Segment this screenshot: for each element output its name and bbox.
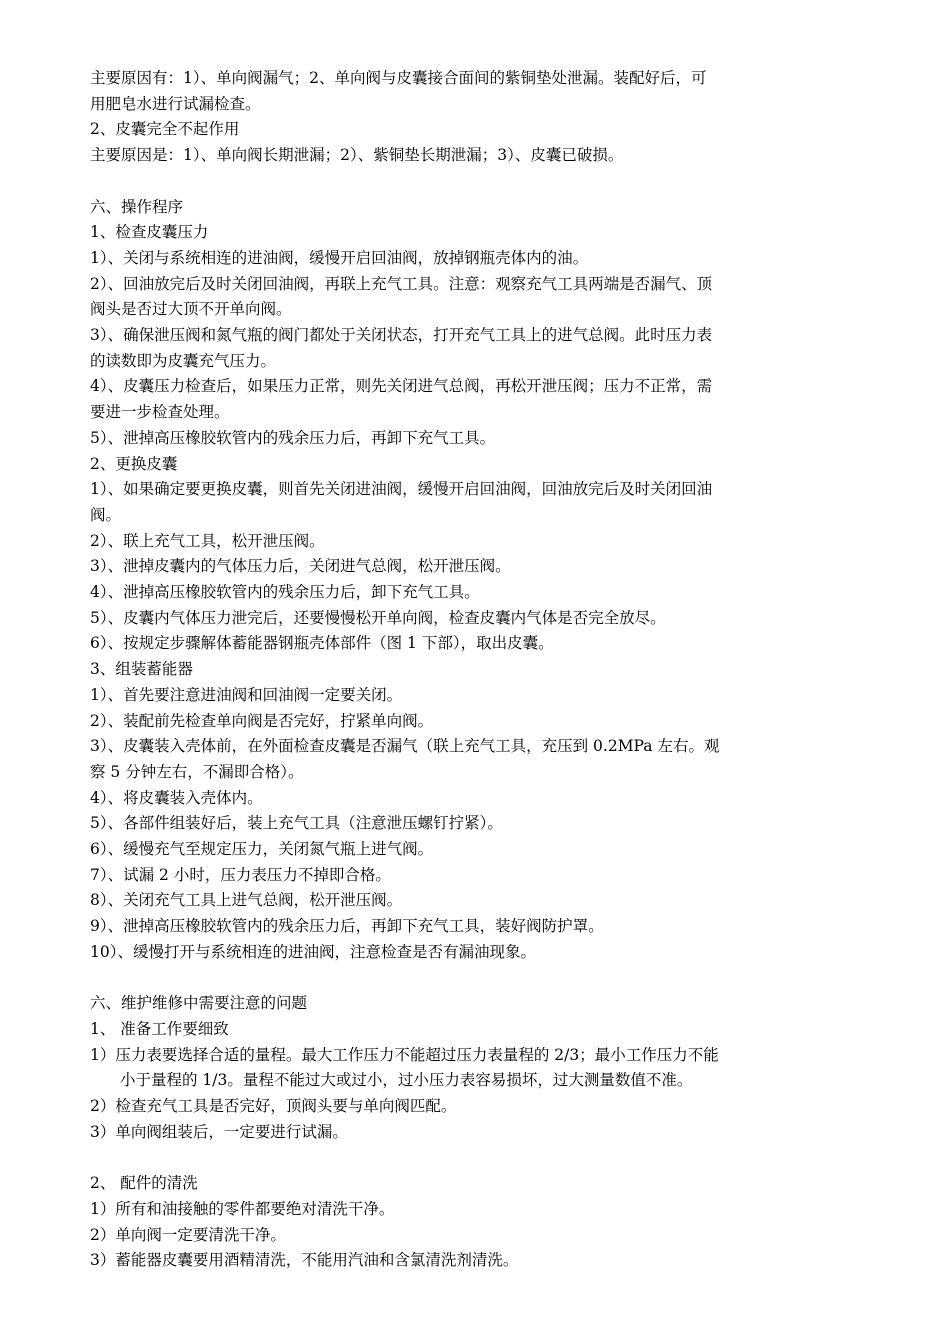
text-line-l35: 六、维护维修中需要注意的问题 bbox=[90, 994, 308, 1013]
text-line-l16: 1）、如果确定要更换皮囊，则首先关闭进油阀，缓慢开启回油阀，回油放完后及时关闭回油 bbox=[90, 480, 713, 499]
text-line-l2: 用肥皂水进行试漏检查。 bbox=[90, 94, 261, 113]
text-line-l6: 1、检查皮囊压力 bbox=[90, 223, 209, 242]
text-line-l7: 1）、关闭与系统相连的进油阀，缓慢开启回油阀，放掉钢瓶壳体内的油。 bbox=[90, 248, 589, 267]
text-line-l33: 9）、泄掉高压橡胶软管内的残余压力后，再卸下充气工具，装好阀防护罩。 bbox=[90, 917, 604, 936]
text-line-l19: 3）、泄掉皮囊内的气体压力后，关闭进气总阀，松开泄压阀。 bbox=[90, 557, 511, 576]
text-line-l31: 7）、试漏 2 小时，压力表压力不掉即合格。 bbox=[90, 865, 391, 884]
text-line-l36: 1、 准备工作要细致 bbox=[90, 1019, 229, 1038]
text-line-l30: 6）、缓慢充气至规定压力，关闭氮气瓶上进气阀。 bbox=[90, 840, 434, 859]
text-line-l39: 2）检查充气工具是否完好，顶阀头要与单向阀匹配。 bbox=[90, 1097, 457, 1116]
text-line-l26: 3）、皮囊装入壳体前，在外面检查皮囊是否漏气（联上充气工具，充压到 0.2MPa 左右。观 bbox=[90, 737, 720, 756]
text-line-l14: 5）、泄掉高压橡胶软管内的残余压力后，再卸下充气工具。 bbox=[90, 428, 496, 447]
text-line-l12: 4）、皮囊压力检查后，如果压力正常，则先关闭进气总阀，再松开泄压阀；压力不正常，需 bbox=[90, 377, 713, 396]
text-line-l34: 10）、缓慢打开与系统相连的进油阀，注意检查是否有漏油现象。 bbox=[90, 942, 536, 961]
text-line-l32: 8）、关闭充气工具上进气总阀，松开泄压阀。 bbox=[90, 891, 403, 910]
text-line-l29: 5）、各部件组装好后，装上充气工具（注意泄压螺钉拧紧）。 bbox=[90, 814, 503, 833]
text-line-l27: 察 5 分钟左右，不漏即合格）。 bbox=[90, 762, 304, 781]
text-line-l43: 2）单向阀一定要清洗干净。 bbox=[90, 1225, 286, 1244]
text-line-l17: 阀。 bbox=[90, 505, 122, 524]
blank-line bbox=[90, 1146, 862, 1172]
text-line-l5: 六、操作程序 bbox=[90, 197, 184, 216]
text-line-l25: 2）、装配前先检查单向阀是否完好，拧紧单向阀。 bbox=[90, 711, 434, 730]
text-line-l10: 3）、确保泄压阀和氮气瓶的阀门都处于关闭状态，打开充气工具上的进气总阀。此时压力表 bbox=[90, 326, 713, 345]
text-line-l1: 主要原因有：1）、单向阀漏气；2、单向阀与皮囊接合面间的紫铜垫处泄漏。装配好后，可 bbox=[90, 69, 707, 87]
text-line-l40: 3）单向阀组装后，一定要进行试漏。 bbox=[90, 1122, 348, 1141]
text-line-l21: 5）、皮囊内气体压力泄完后，还要慢慢松开单向阀，检查皮囊内气体是否完全放尽。 bbox=[90, 608, 666, 627]
text-line-l42: 1）所有和油接触的零件都要绝对清洗干净。 bbox=[90, 1199, 395, 1218]
text-line-l13: 要进一步检查处理。 bbox=[90, 403, 230, 422]
text-line-l22: 6）、按规定步骤解体蓄能器钢瓶壳体部件（图 1 下部），取出皮囊。 bbox=[90, 634, 554, 653]
text-line-l18: 2）、联上充气工具，松开泄压阀。 bbox=[90, 531, 325, 550]
text-line-l15: 2、更换皮囊 bbox=[90, 454, 178, 473]
text-line-l3: 2、皮囊完全不起作用 bbox=[90, 120, 240, 139]
text-line-l23: 3、组装蓄能器 bbox=[90, 660, 193, 679]
text-line-l4: 主要原因是：1）、单向阀长期泄漏；2）、紫铜垫长期泄漏；3）、皮囊已破损。 bbox=[90, 146, 624, 165]
text-line-l20: 4）、泄掉高压橡胶软管内的残余压力后，卸下充气工具。 bbox=[90, 583, 480, 602]
text-line-l24: 1）、首先要注意进油阀和回油阀一定要关闭。 bbox=[90, 685, 403, 704]
text-line-l11: 的读数即为皮囊充气压力。 bbox=[90, 351, 277, 370]
text-line-l44: 3）蓄能器皮囊要用酒精清洗，不能用汽油和含氯清洗剂清洗。 bbox=[90, 1251, 519, 1270]
document-body bbox=[90, 66, 862, 1274]
text-line-l37: 1）压力表要选择合适的量程。最大工作压力不能超过压力表量程的 2/3；最小工作压力不能 bbox=[90, 1045, 719, 1064]
blank-line bbox=[90, 966, 862, 992]
text-line-l28: 4）、将皮囊装入壳体内。 bbox=[90, 788, 263, 807]
text-line-l9: 阀头是否过大顶不开单向阀。 bbox=[90, 300, 292, 319]
text-line-l8: 2）、回油放完后及时关闭回油阀，再联上充气工具。注意：观察充气工具两端是否漏气、顶 bbox=[90, 274, 713, 293]
blank-line bbox=[90, 169, 862, 195]
text-line-l38: 小于量程的 1/3。量程不能过大或过小，过小压力表容易损坏，过大测量数值不准。 bbox=[120, 1071, 693, 1090]
text-line-l41: 2、 配件的清洗 bbox=[90, 1174, 198, 1193]
